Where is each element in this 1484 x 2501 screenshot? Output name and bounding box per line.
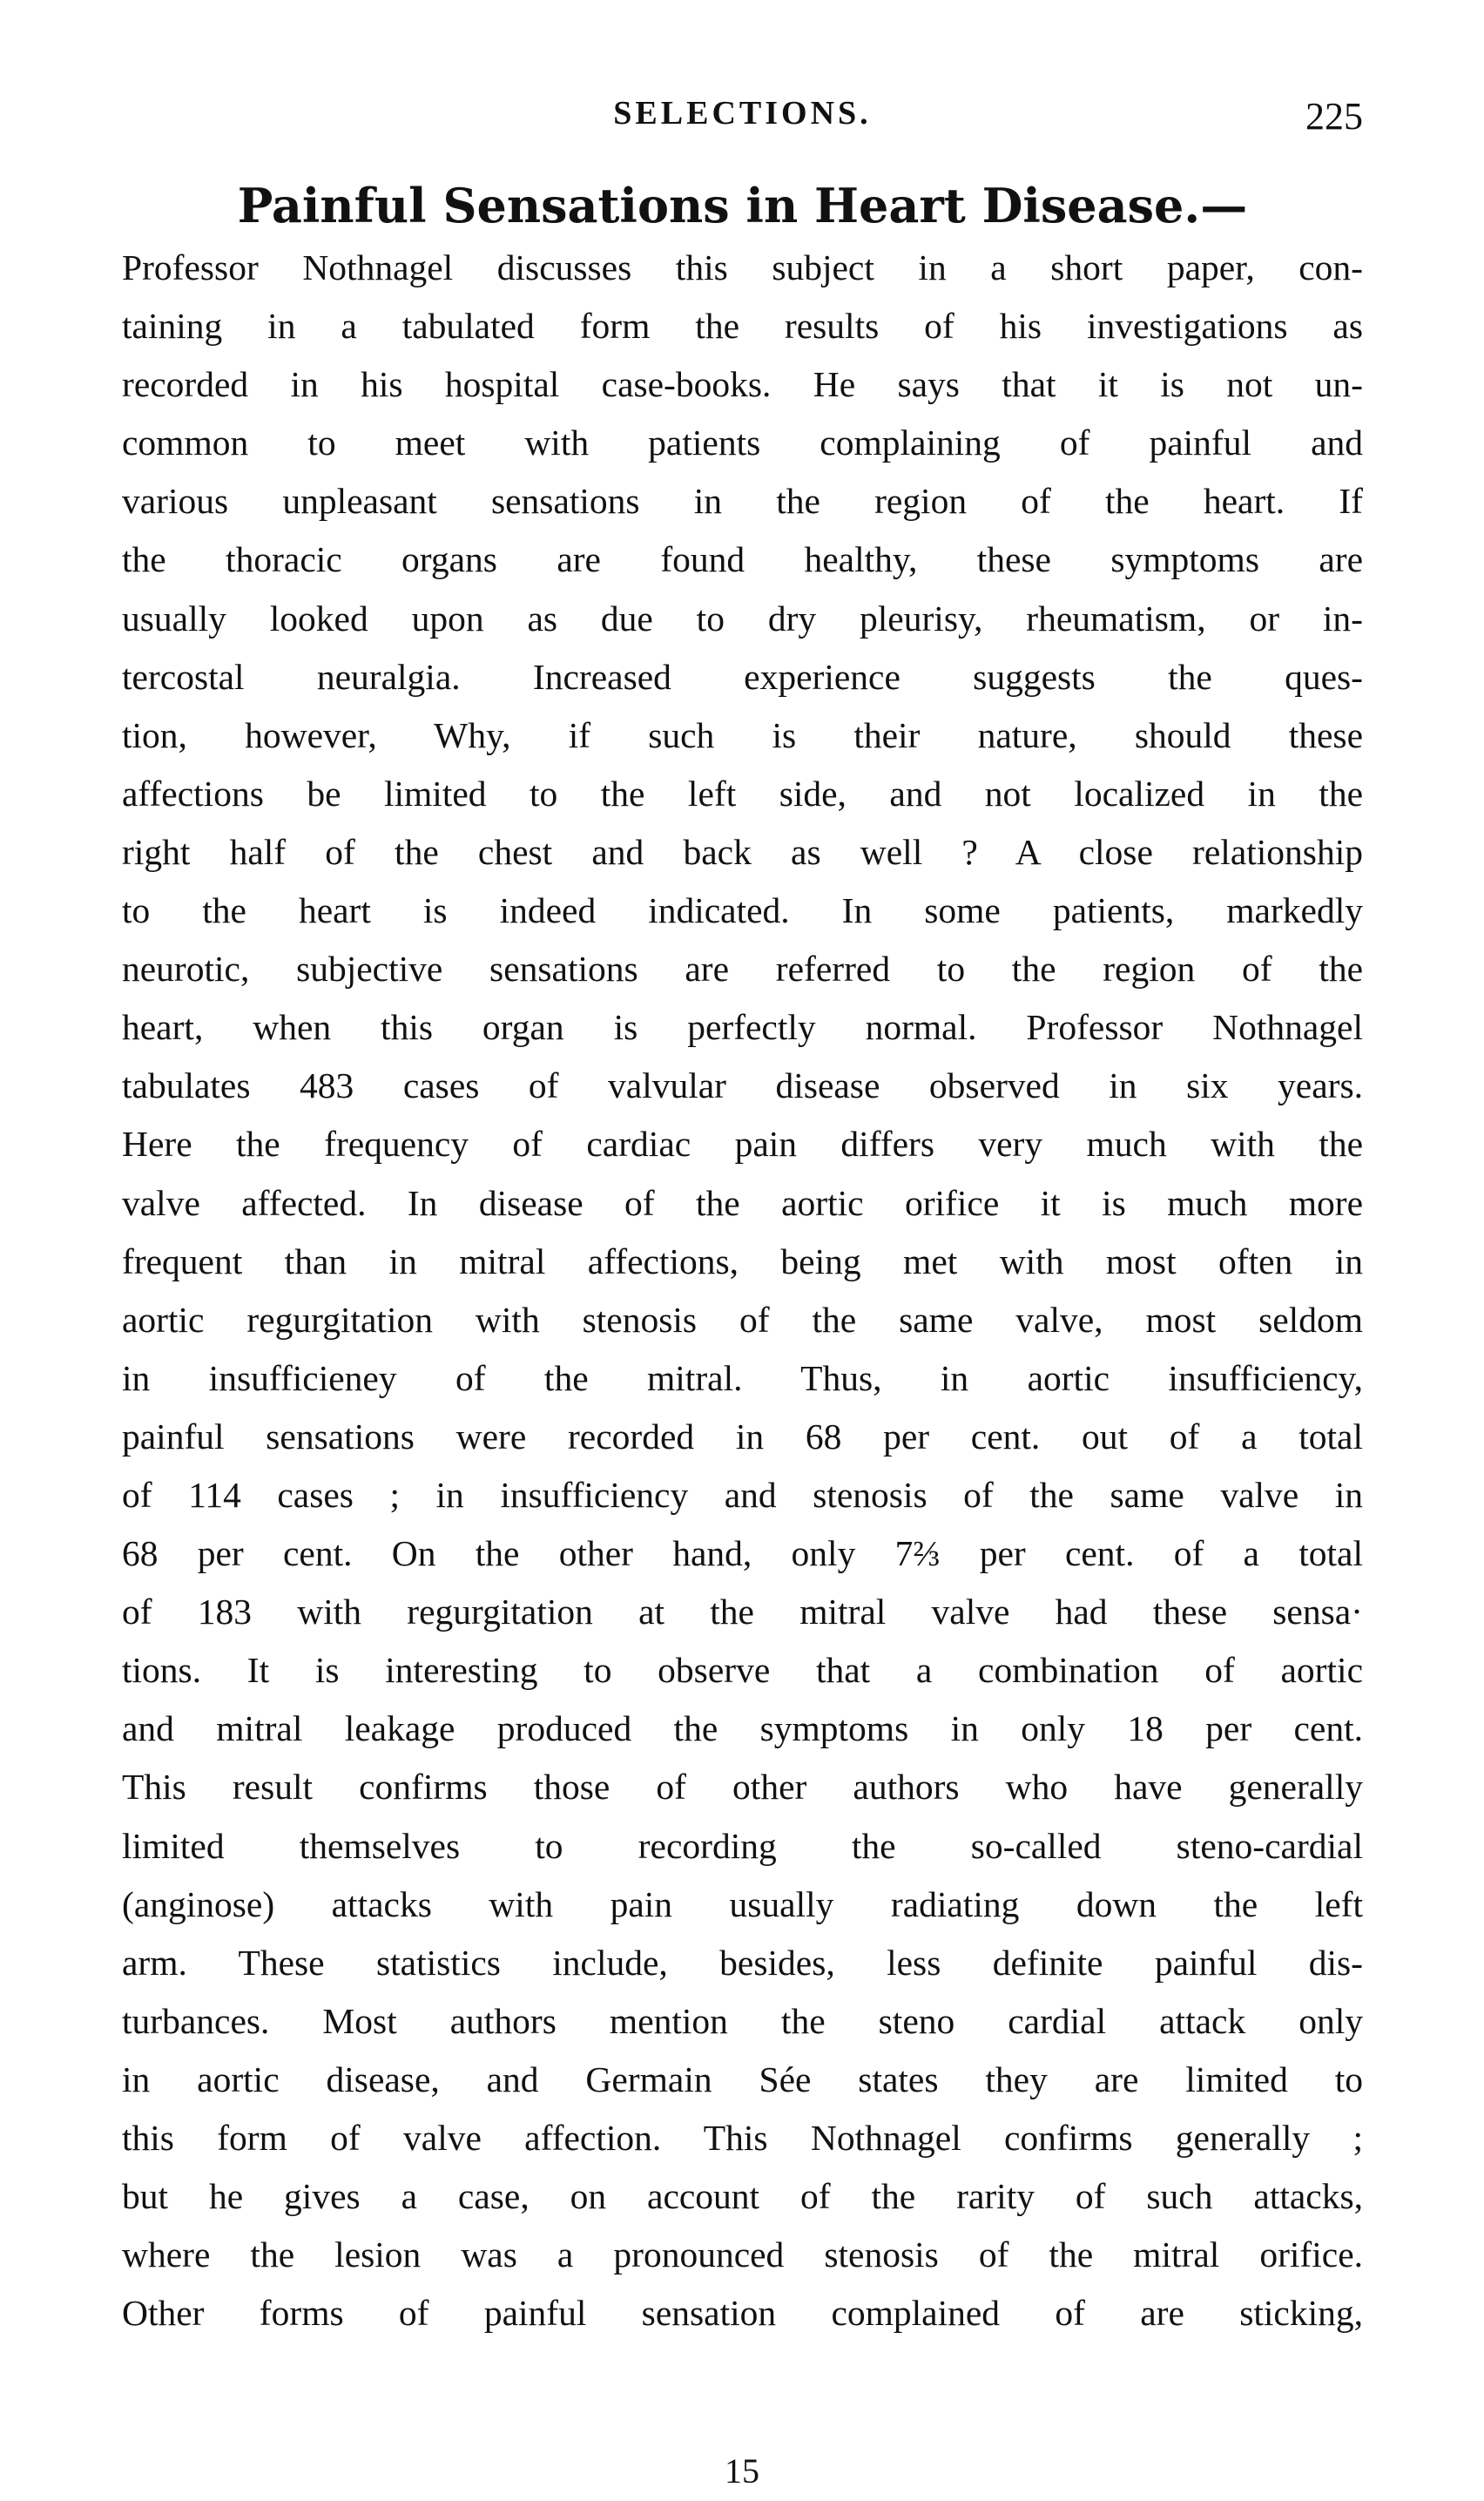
- article-title: Painful Sensations in Heart Disease.—: [237, 178, 1248, 233]
- body-line: tion, however, Why, if such is their nature, should these: [122, 714, 1363, 755]
- body-line: 68 per cent. On the other hand, only 7⅔ per cent. of a total: [122, 1533, 1363, 1574]
- running-head: [122, 94, 1363, 146]
- body-line: (anginose) attacks with pain usually radiating down the left: [122, 1883, 1363, 1924]
- signature-mark: 15: [725, 2451, 759, 2491]
- body-line: various unpleasant sensations in the region of the heart. If: [122, 481, 1363, 522]
- body-line: tabulates 483 cases of valvular disease observed in six years.: [122, 1065, 1363, 1106]
- body-line: this form of valve affection. This Nothnagel confirms generally ;: [122, 2118, 1363, 2158]
- body-line: taining in a tabulated form the results of his investigations as: [122, 306, 1363, 347]
- body-line: Other forms of painful sensation complained of are sticking,: [122, 2293, 1363, 2334]
- body-line: where the lesion was a pronounced stenosis of the mitral orifice.: [122, 2234, 1363, 2275]
- body-line: valve affected. In disease of the aortic orifice it is much more: [122, 1182, 1363, 1223]
- body-line: neurotic, subjective sensations are referred to the region of the: [122, 949, 1363, 990]
- body-line: tions. It is interesting to observe that a combination of aortic: [122, 1650, 1363, 1691]
- article: [122, 174, 1363, 2342]
- body-line: limited themselves to recording the so-called steno-cardial: [122, 1825, 1363, 1866]
- body-line: in aortic disease, and Germain Sée states they are limited to: [122, 2058, 1363, 2099]
- body-line: in insufficieney of the mitral. Thus, in aortic insufficiency,: [122, 1357, 1363, 1398]
- body-line: affections be limited to the left side, and not localized in the: [122, 773, 1363, 814]
- body-line: common to meet with patients complaining of painful and: [122, 422, 1363, 463]
- body-line: the thoracic organs are found healthy, these symptoms are: [122, 539, 1363, 580]
- body-line: of 183 with regurgitation at the mitral valve had these sensa·: [122, 1592, 1363, 1632]
- body-line: and mitral leakage produced the symptoms in only 18 per cent.: [122, 1708, 1363, 1749]
- body-line: heart, when this organ is perfectly normal. Professor Nothnagel: [122, 1007, 1363, 1048]
- running-title: SELECTIONS.: [613, 95, 872, 132]
- page-number: 225: [1305, 95, 1363, 138]
- body-line: tercostal neuralgia. Increased experience suggests the ques-: [122, 656, 1363, 697]
- article-body: [122, 239, 1363, 2342]
- body-line: painful sensations were recorded in 68 per cent. out of a total: [122, 1416, 1363, 1457]
- body-line: Here the frequency of cardiac pain differs very much with the: [122, 1124, 1363, 1165]
- body-line: This result confirms those of other authors who have generally: [122, 1767, 1363, 1808]
- body-line: turbances. Most authors mention the steno cardial attack only: [122, 2000, 1363, 2041]
- body-line: but he gives a case, on account of the rarity of such attacks,: [122, 2176, 1363, 2217]
- body-line: of 114 cases ; in insufficiency and stenosis of the same valve in: [122, 1474, 1363, 1515]
- body-line: right half of the chest and back as well ? A close relationship: [122, 831, 1363, 872]
- body-line: Professor Nothnagel discusses this subject in a short paper, con-: [122, 247, 1363, 287]
- body-line: arm. These statistics include, besides, less definite painful dis-: [122, 1942, 1363, 1983]
- body-line: aortic regurgitation with stenosis of the same valve, most seldom: [122, 1299, 1363, 1340]
- body-line: frequent than in mitral affections, being met with most often in: [122, 1240, 1363, 1281]
- body-line: to the heart is indeed indicated. In some patients, markedly: [122, 890, 1363, 931]
- body-line: usually looked upon as due to dry pleurisy, rheumatism, or in-: [122, 598, 1363, 639]
- body-line: recorded in his hospital case-books. He says that it is not un-: [122, 364, 1363, 405]
